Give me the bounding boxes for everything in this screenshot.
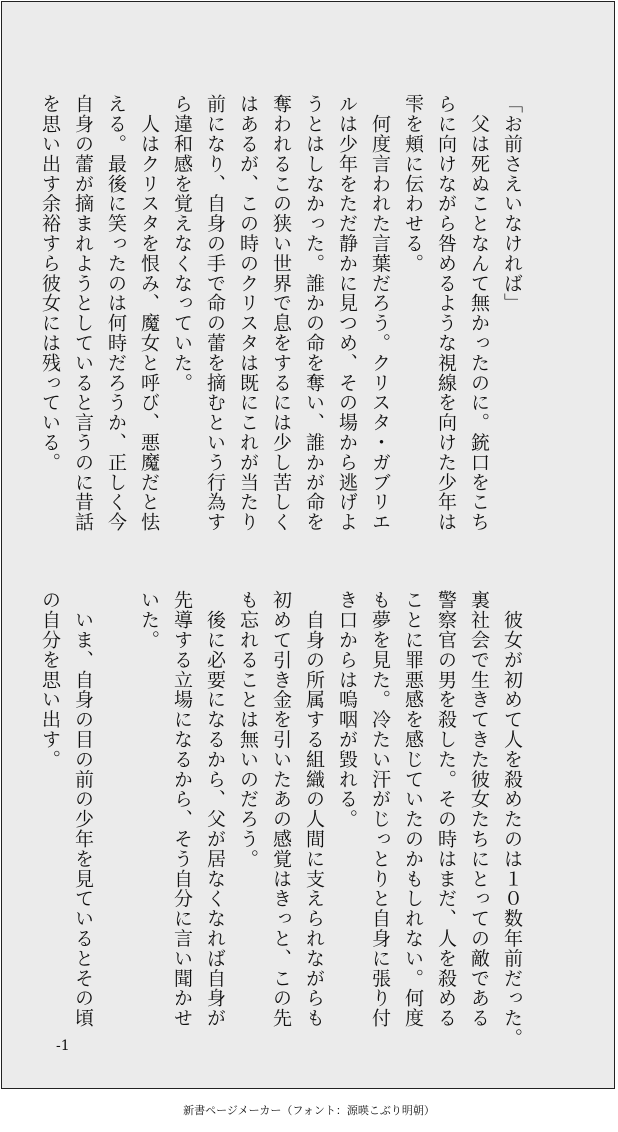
text-line: うとはしなかった。誰かの命を奪い、誰かが命を [303, 94, 325, 532]
text-line: 前になり、自身の手で命の蕾を摘むという行為す [204, 94, 226, 532]
manuscript-page [1, 1, 615, 1089]
text-line: はあるが、この時のクリスタは既にこれが当たり [237, 94, 259, 532]
text-line: ら違和感を覚えなくなっていた。 [171, 94, 193, 393]
text-line: も夢を見た。冷たい汗がじっとりと自身に張り付 [369, 590, 391, 1028]
text-line: 奪われるこの狭い世界で息をするには少し苦しく [270, 94, 292, 532]
footer-credit: 新書ページメーカー（フォント：源暎こぶり明朝） [183, 1104, 435, 1117]
text-line: 雫を頬に伝わせる。 [402, 94, 424, 274]
lower-text-block [33, 590, 528, 1048]
text-line: 先導する立場になるから、そう自分に言い聞かせ [171, 590, 193, 1028]
text-line: 裏社会で生きてきた彼女たちにとっての敵である [468, 590, 490, 1028]
text-line: 自身の所属する組織の人間に支えられながらも [303, 590, 325, 1028]
text-line: らに向けながら咎めるような視線を向けた少年は [435, 94, 457, 532]
text-line: も忘れることは無いのだろう。 [237, 590, 259, 869]
text-line: 警察官の男を殺した。その時はまだ、人を殺める [435, 590, 457, 1028]
text-line: 後に必要になるから、父が居なくなれば自身が [204, 590, 226, 1028]
text-line: ことに罪悪感を感じていたのかもしれない。何度 [402, 590, 424, 1028]
text-line: 人はクリスタを恨み、魔女と呼び、悪魔だと怯 [138, 94, 160, 532]
text-line: 初めて引き金を引いたあの感覚はきっと、この先 [270, 590, 292, 1028]
text-line: 何度言われた言葉だろう。クリスタ・ガブリエ [369, 94, 391, 532]
text-line: き口からは嗚咽が毀れる。 [336, 590, 358, 829]
text-line: いた。 [138, 590, 160, 650]
text-line: 自身の蕾が摘まれようとしていると言うのに昔話 [72, 94, 94, 532]
text-line: える。最後に笑ったのは何時だろうか、正しく今 [105, 94, 127, 532]
text-line: 父は死ぬことなんて無かったのに。銃口をこち [468, 94, 490, 532]
page-number: -1 [56, 1038, 70, 1054]
text-line: いま、自身の目の前の少年を見ているとその頃 [72, 590, 94, 1028]
text-line: 彼女が初めて人を殺めたのは１０数年前だった。 [501, 590, 523, 1048]
text-line: を思い出す余裕すら彼女には残っている。 [39, 94, 61, 473]
upper-text-block [33, 94, 528, 534]
text-line: ルは少年をただ静かに見つめ、その場から逃げよ [336, 94, 358, 532]
blank-line [99, 590, 132, 1030]
text-line: 「お前さえいなければ」 [501, 94, 523, 313]
text-line: の自分を思い出す。 [39, 590, 61, 770]
